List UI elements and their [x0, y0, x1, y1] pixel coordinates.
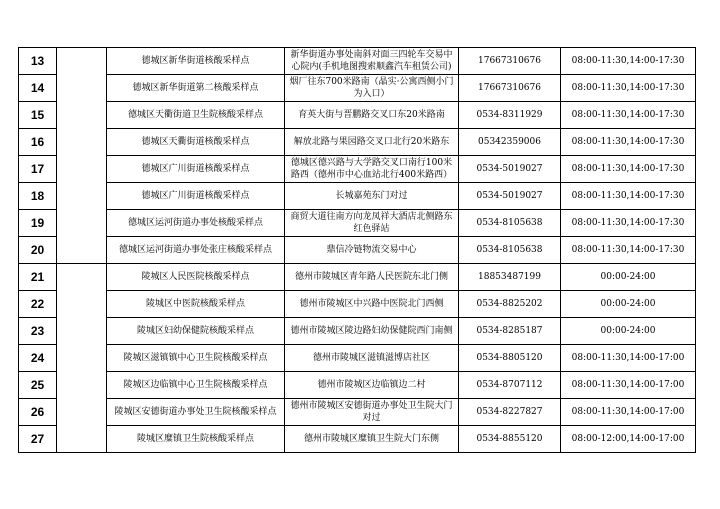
- site-address: 解放北路与果园路交叉口北行20米路东: [285, 129, 459, 156]
- opening-hours: 08:00-11:30,14:00-17:00: [561, 372, 696, 399]
- site-name: 德城区广川街道核酸采样点: [107, 156, 285, 183]
- opening-hours: 08:00-11:30,14:00-17:30: [561, 75, 696, 102]
- row-number: 17: [19, 156, 57, 183]
- opening-hours: 08:00-11:30,14:00-17:30: [561, 129, 696, 156]
- row-number: 23: [19, 318, 57, 345]
- district-cell: [57, 399, 107, 426]
- contact-phone: 18853487199: [459, 264, 561, 291]
- table-row: [19, 129, 696, 156]
- table-row: [19, 156, 696, 183]
- site-name: 陵城区边临镇中心卫生院核酸采样点: [107, 372, 285, 399]
- sampling-sites-table: [18, 47, 696, 453]
- site-address: 烟厂往东700米路南（晶实·公寓西侧小门为入口）: [285, 75, 459, 102]
- table-row: [19, 426, 696, 453]
- row-number: 16: [19, 129, 57, 156]
- opening-hours: 08:00-11:30,14:00-17:00: [561, 399, 696, 426]
- table-row: [19, 318, 696, 345]
- table-row: [19, 291, 696, 318]
- site-address: 长城嘉苑东门对过: [285, 183, 459, 210]
- site-address: 德州市陵城区滋镇滋博店社区: [285, 345, 459, 372]
- contact-phone: 0534-8227827: [459, 399, 561, 426]
- district-cell: [57, 291, 107, 318]
- site-name: 陵城区糜镇卫生院核酸采样点: [107, 426, 285, 453]
- contact-phone: 0534-5019027: [459, 183, 561, 210]
- site-name: 陵城区安德街道办事处卫生院核酸采样点: [107, 399, 285, 426]
- district-cell: [57, 75, 107, 102]
- contact-phone: 0534-8805120: [459, 345, 561, 372]
- opening-hours: 08:00-11:30,14:00-17:30: [561, 48, 696, 75]
- opening-hours: 08:00-11:30,14:00-17:30: [561, 156, 696, 183]
- district-cell: [57, 129, 107, 156]
- row-number: 13: [19, 48, 57, 75]
- district-cell: [57, 426, 107, 453]
- table-row: [19, 48, 696, 75]
- row-number: 24: [19, 345, 57, 372]
- site-name: 陵城区人民医院核酸采样点: [107, 264, 285, 291]
- site-address: 德州市陵城区安德街道办事处卫生院大门对过: [285, 399, 459, 426]
- row-number: 26: [19, 399, 57, 426]
- row-number: 19: [19, 210, 57, 237]
- opening-hours: 08:00-11:30,14:00-17:30: [561, 102, 696, 129]
- row-number: 27: [19, 426, 57, 453]
- site-address: 鼎信冷链物流交易中心: [285, 237, 459, 264]
- site-address: 德州市陵城区陵边路妇幼保健院西门南侧: [285, 318, 459, 345]
- table-row: [19, 102, 696, 129]
- district-cell: [57, 345, 107, 372]
- table-row: [19, 399, 696, 426]
- site-address: 新华街道办事处南斜对面三四轮车交易中心院内(手机地图搜索顺鑫汽车租赁公司): [285, 48, 459, 75]
- table-row: [19, 183, 696, 210]
- contact-phone: 0534-8855120: [459, 426, 561, 453]
- opening-hours: 08:00-11:30,14:00-17:00: [561, 345, 696, 372]
- contact-phone: 0534-8105638: [459, 210, 561, 237]
- site-address: 德州市陵城区青年路人民医院东北门侧: [285, 264, 459, 291]
- district-cell: [57, 183, 107, 210]
- table-row: [19, 345, 696, 372]
- row-number: 22: [19, 291, 57, 318]
- row-number: 14: [19, 75, 57, 102]
- site-name: 德城区运河街道办事处张庄核酸采样点: [107, 237, 285, 264]
- opening-hours: 08:00-11:30,14:00-17:30: [561, 210, 696, 237]
- opening-hours: 08:00-12:00,14:00-17:00: [561, 426, 696, 453]
- contact-phone: 17667310676: [459, 75, 561, 102]
- district-cell: [57, 264, 107, 291]
- contact-phone: 0534-8105638: [459, 237, 561, 264]
- contact-phone: 17667310676: [459, 48, 561, 75]
- row-number: 20: [19, 237, 57, 264]
- row-number: 25: [19, 372, 57, 399]
- site-address: 德州市陵城区糜镇卫生院大门东侧: [285, 426, 459, 453]
- district-cell: [57, 156, 107, 183]
- contact-phone: 0534-8285187: [459, 318, 561, 345]
- table-row: [19, 75, 696, 102]
- contact-phone: 0534-5019027: [459, 156, 561, 183]
- district-cell: [57, 102, 107, 129]
- table-body: [19, 48, 696, 453]
- row-number: 18: [19, 183, 57, 210]
- opening-hours: 00:00-24:00: [561, 264, 696, 291]
- site-address: 育英大街与晋鹏路交叉口东20米路南: [285, 102, 459, 129]
- site-address: 德城区德兴路与大学路交叉口南行100米路西（德州市中心血站北行400米路西）: [285, 156, 459, 183]
- table-row: [19, 210, 696, 237]
- site-name: 德城区运河街道办事处核酸采样点: [107, 210, 285, 237]
- table-row: [19, 264, 696, 291]
- district-cell: [57, 48, 107, 75]
- site-name: 陵城区妇幼保健院核酸采样点: [107, 318, 285, 345]
- contact-phone: 0534-8707112: [459, 372, 561, 399]
- table-row: [19, 372, 696, 399]
- contact-phone: 0534-8825202: [459, 291, 561, 318]
- site-name: 陵城区滋镇镇中心卫生院核酸采样点: [107, 345, 285, 372]
- district-cell: [57, 318, 107, 345]
- district-cell: [57, 372, 107, 399]
- district-cell: [57, 237, 107, 264]
- opening-hours: 08:00-11:30,14:00-17:30: [561, 183, 696, 210]
- site-name: 德城区广川街道核酸采样点: [107, 183, 285, 210]
- site-name: 德城区新华街道第二核酸采样点: [107, 75, 285, 102]
- site-name: 陵城区中医院核酸采样点: [107, 291, 285, 318]
- opening-hours: 08:00-11:30,14:00-17:30: [561, 237, 696, 264]
- site-address: 德州市陵城区边临镇边二村: [285, 372, 459, 399]
- site-name: 德城区天衢街道卫生院核酸采样点: [107, 102, 285, 129]
- site-name: 德城区新华街道核酸采样点: [107, 48, 285, 75]
- site-address: 德州市陵城区中兴路中医院北门西侧: [285, 291, 459, 318]
- opening-hours: 00:00-24:00: [561, 318, 696, 345]
- row-number: 15: [19, 102, 57, 129]
- opening-hours: 00:00-24:00: [561, 291, 696, 318]
- table-row: [19, 237, 696, 264]
- row-number: 21: [19, 264, 57, 291]
- site-name: 德城区天衢街道核酸采样点: [107, 129, 285, 156]
- contact-phone: 0534-8311929: [459, 102, 561, 129]
- district-cell: [57, 210, 107, 237]
- site-address: 商贸大道往南方向龙凤祥大酒店北侧路东红色驿站: [285, 210, 459, 237]
- contact-phone: 05342359006: [459, 129, 561, 156]
